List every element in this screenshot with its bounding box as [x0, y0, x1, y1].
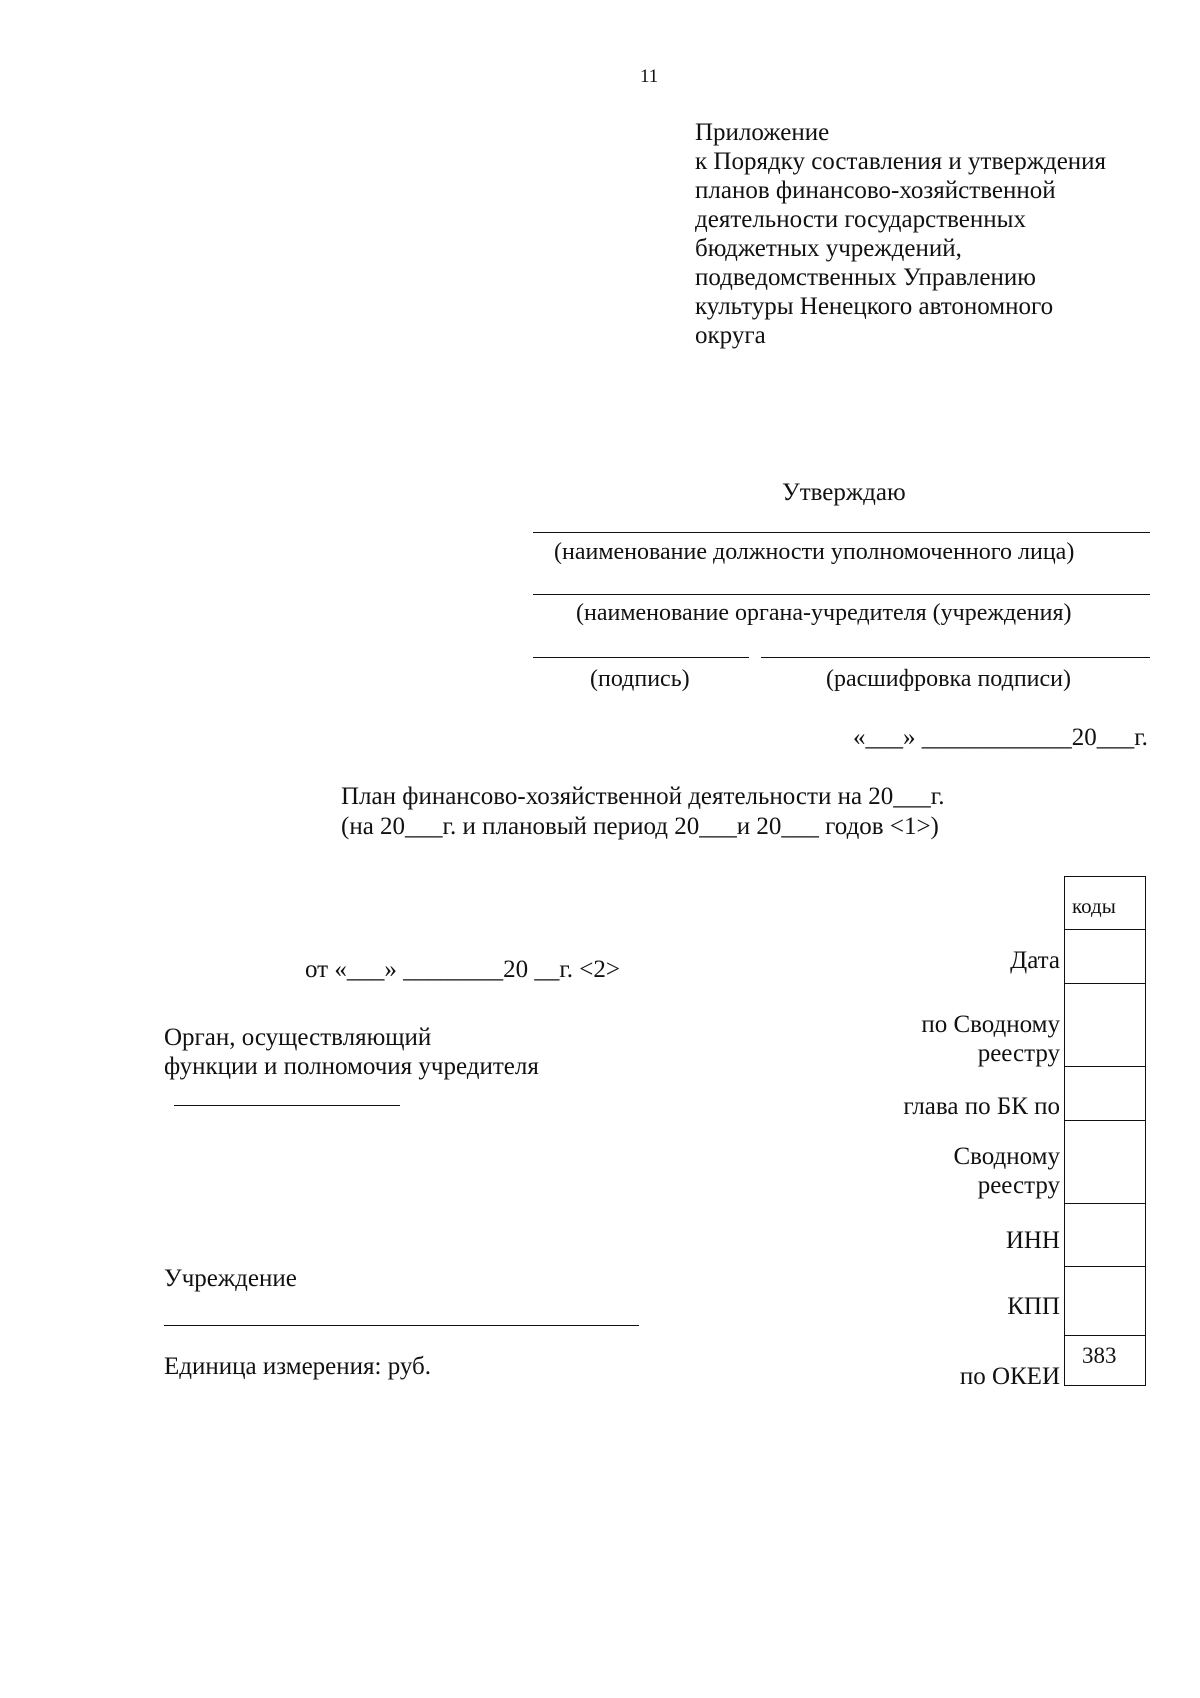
signature-line	[533, 657, 749, 658]
founder-organ-label	[164, 1023, 539, 1081]
founder-line	[533, 594, 1150, 595]
founder-caption: (наименование органа-учредителя (учреждения)	[576, 600, 1072, 626]
date-code-label: Дата	[1010, 947, 1060, 974]
label-line: реестру	[977, 1172, 1060, 1199]
svod-registry-label	[921, 1010, 1060, 1068]
institution-label: Учреждение	[164, 1265, 297, 1292]
institution-fill-line	[164, 1325, 639, 1326]
bk-head-label: глава по БК по	[903, 1093, 1060, 1120]
appendix-line: подведомственных Управлению	[695, 264, 1036, 291]
appendix-line: деятельности государственных	[695, 206, 1026, 233]
plan-subtitle: (на 20___г. и плановый период 20___и 20___ годов <1>)	[341, 813, 939, 840]
decoding-line	[761, 657, 1150, 658]
position-caption: (наименование должности уполномоченного лица)	[554, 539, 1075, 565]
codes-divider	[1065, 1066, 1145, 1067]
okei-label: по ОКЕИ	[959, 1363, 1060, 1390]
codes-header: коды	[1072, 894, 1116, 918]
codes-divider	[1065, 1335, 1145, 1336]
codes-table	[1064, 876, 1146, 1386]
appendix-line: культуры Ненецкого автономного	[695, 293, 1054, 320]
okei-value: 383	[1082, 1343, 1117, 1368]
plan-title: План финансово-хозяйственной деятельности на 20___г.	[341, 783, 945, 810]
unit-label: Единица измерения: руб.	[164, 1353, 432, 1380]
appendix-line: планов финансово-хозяйственной	[695, 177, 1056, 204]
organ-line: функции и полномочия учредителя	[164, 1053, 539, 1080]
inn-label: ИНН	[1005, 1227, 1060, 1254]
label-line: по Сводному	[921, 1011, 1060, 1038]
svod-registry-2-label	[953, 1142, 1060, 1200]
codes-divider	[1065, 1120, 1145, 1121]
signature-caption: (подпись)	[590, 666, 690, 692]
organ-fill-line	[174, 1105, 400, 1106]
appendix-line: Приложение	[695, 119, 830, 146]
page-number: 11	[640, 66, 659, 87]
organ-line: Орган, осуществляющий	[164, 1024, 432, 1051]
appendix-line: округа	[695, 322, 766, 349]
label-line: Сводному	[953, 1143, 1060, 1170]
codes-divider	[1065, 983, 1145, 984]
position-line	[533, 532, 1150, 533]
appendix-note	[695, 118, 1165, 350]
codes-divider	[1065, 1203, 1145, 1204]
appendix-line: бюджетных учреждений,	[695, 235, 962, 262]
approval-heading: Утверждаю	[782, 479, 906, 506]
approval-date: «___» ____________20___г.	[853, 724, 1148, 751]
codes-divider	[1065, 1266, 1145, 1267]
form-date: от «___» ________20 __г. <2>	[305, 956, 620, 983]
kpp-label: КПП	[1007, 1293, 1060, 1320]
codes-divider	[1065, 929, 1145, 930]
appendix-line: к Порядку составления и утверждения	[695, 148, 1107, 175]
decoding-caption: (расшифровка подписи)	[826, 666, 1071, 692]
label-line: реестру	[977, 1040, 1060, 1067]
